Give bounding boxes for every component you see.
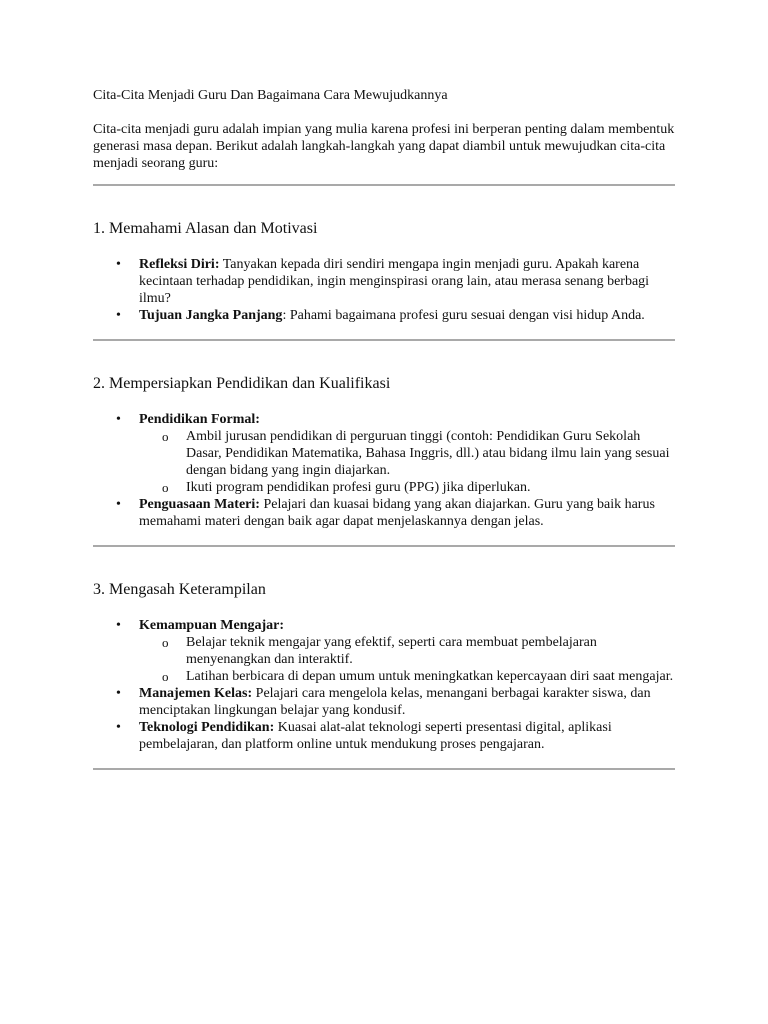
sub-list-item: o Belajar teknik mengajar yang efektif, seperti cara membuat pembelajaran menyenangkan dan interaktif. [186,634,675,668]
item-term: Manajemen Kelas: [139,686,253,701]
item-term: Tujuan Jangka Panjang [139,308,283,323]
item-text: Kuasai alat-alat teknologi seperti presentasi digital, aplikasi pembelajaran, dan platform online untuk mendukung proses pengajaran. [139,720,612,752]
item-term: Penguasaan Materi: [139,497,260,512]
section-divider [93,339,675,341]
section-heading: 1. Memahami Alasan dan Motivasi [93,220,318,237]
item-term: Kemampuan Mengajar: [139,618,285,633]
list-item [139,411,675,496]
item-text: Tanyakan kepada diri sendiri mengapa ingin menjadi guru. Apakah karena kecintaan terhadap pendidikan, ingin menginspirasi orang lain, atau merasa senang berbagi ilmu? [139,257,650,306]
intro-paragraph: Cita-cita menjadi guru adalah impian yang mulia karena profesi ini berperan penting dalam membentuk generasi masa depan. Berikut adalah langkah-langkah yang dapat diambil untuk mewujudkan cita-cita menjadi seorang guru: [93,122,675,171]
list-item [139,719,675,753]
list-item [139,685,675,719]
section-divider [93,768,675,770]
item-text: Pelajari dan kuasai bidang yang akan diajarkan. Guru yang baik harus memahami materi dengan baik agar dapat menjelaskannya dengan jelas. [139,497,655,529]
section-divider [93,184,675,186]
document-page [93,87,675,770]
item-term: Refleksi Diri: [139,257,220,272]
sub-list [139,634,675,685]
item-term: Teknologi Pendidikan: [139,720,275,735]
list-item [139,256,675,307]
sub-list [139,428,675,496]
list-item [139,496,675,530]
bullet-list [93,256,675,324]
sub-list-item: o Ambil jurusan pendidikan di perguruan tinggi (contoh: Pendidikan Guru Sekolah Dasar, Pendidikan Matematika, Bahasa Inggris, dll.) atau bidang ilmu lain yang sesuai dengan bidang yang ingin diajarkan. [186,428,675,479]
list-item [139,307,675,324]
document-title: Cita-Cita Menjadi Guru Dan Bagaimana Cara Mewujudkannya [93,88,448,103]
bullet-list [93,411,675,530]
item-text: Pelajari cara mengelola kelas, menangani berbagai karakter siswa, dan menciptakan lingkungan belajar yang kondusif. [139,686,651,718]
item-term: Pendidikan Formal: [139,412,260,427]
section-divider [93,545,675,547]
bullet-list [93,617,675,753]
list-item [139,617,675,685]
sub-list-item: o Ikuti program pendidikan profesi guru (PPG) jika diperlukan. [186,479,675,496]
sub-list-item: o Latihan berbicara di depan umum untuk meningkatkan kepercayaan diri saat mengajar. [186,668,675,685]
section-heading: 3. Mengasah Keterampilan [93,581,266,598]
item-text: : Pahami bagaimana profesi guru sesuai dengan visi hidup Anda. [282,308,645,323]
section-heading: 2. Mempersiapkan Pendidikan dan Kualifikasi [93,375,391,392]
